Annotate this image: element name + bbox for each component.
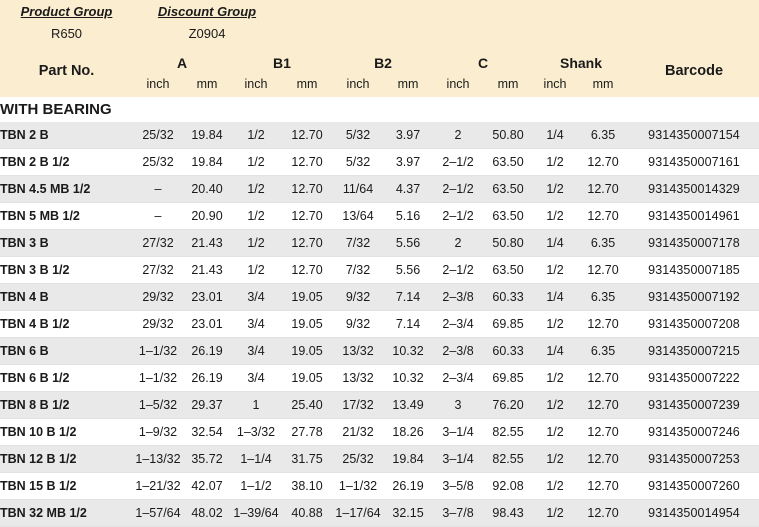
cell-part-no: TBN 2 B [0, 122, 133, 149]
cell-shank-mm: 12.70 [577, 176, 629, 203]
discount-group-value: Z0904 [133, 22, 281, 44]
cell-shank-inch: 1/2 [533, 446, 577, 473]
cell-b2-mm: 26.19 [383, 473, 433, 500]
cell-b2-inch: 1–17/64 [333, 500, 383, 527]
cell-b2-inch: 9/32 [333, 311, 383, 338]
discount-group-label: Discount Group [133, 0, 281, 22]
cell-c-mm: 76.20 [483, 392, 533, 419]
cell-b1-inch: 1–39/64 [231, 500, 281, 527]
meta-blank-cell [281, 0, 759, 22]
header-unit-shank-inch: inch [533, 71, 577, 97]
table-row [0, 446, 759, 473]
header-unit-a-mm: mm [183, 71, 231, 97]
cell-a-inch: – [133, 176, 183, 203]
header-group-shank: Shank [533, 44, 629, 71]
cell-b1-mm: 25.40 [281, 392, 333, 419]
cell-b1-inch: 3/4 [231, 311, 281, 338]
cell-shank-inch: 1/2 [533, 203, 577, 230]
cell-b2-mm: 10.32 [383, 365, 433, 392]
cell-b2-mm: 10.32 [383, 338, 433, 365]
table-row [0, 338, 759, 365]
cell-part-no: TBN 2 B 1/2 [0, 149, 133, 176]
cell-a-inch: 29/32 [133, 311, 183, 338]
cell-b1-inch: 3/4 [231, 284, 281, 311]
cell-b1-inch: 1/2 [231, 149, 281, 176]
cell-shank-inch: 1/4 [533, 230, 577, 257]
cell-b2-inch: 25/32 [333, 446, 383, 473]
cell-b2-mm: 7.14 [383, 311, 433, 338]
cell-a-mm: 19.84 [183, 149, 231, 176]
cell-b1-mm: 38.10 [281, 473, 333, 500]
cell-b1-inch: 3/4 [231, 338, 281, 365]
cell-b1-inch: 3/4 [231, 365, 281, 392]
cell-b2-inch: 5/32 [333, 122, 383, 149]
product-group-value: R650 [0, 22, 133, 44]
cell-shank-mm: 6.35 [577, 338, 629, 365]
header-part-no: Part No. [0, 44, 133, 97]
cell-shank-mm: 12.70 [577, 365, 629, 392]
cell-a-mm: 26.19 [183, 338, 231, 365]
header-unit-c-inch: inch [433, 71, 483, 97]
cell-b1-mm: 12.70 [281, 149, 333, 176]
cell-c-inch: 2–3/8 [433, 338, 483, 365]
cell-a-inch: 29/32 [133, 284, 183, 311]
cell-barcode: 9314350007161 [629, 149, 759, 176]
cell-a-inch: 27/32 [133, 257, 183, 284]
cell-b2-mm: 4.37 [383, 176, 433, 203]
cell-barcode: 9314350007185 [629, 257, 759, 284]
table-row [0, 392, 759, 419]
cell-c-inch: 3–7/8 [433, 500, 483, 527]
cell-shank-inch: 1/2 [533, 149, 577, 176]
cell-a-mm: 48.02 [183, 500, 231, 527]
cell-part-no: TBN 32 MB 1/2 [0, 500, 133, 527]
cell-b2-inch: 11/64 [333, 176, 383, 203]
cell-b2-inch: 5/32 [333, 149, 383, 176]
cell-b2-mm: 3.97 [383, 149, 433, 176]
table-row [0, 311, 759, 338]
cell-c-inch: 2–1/2 [433, 203, 483, 230]
header-group-b1: B1 [231, 44, 333, 71]
cell-c-inch: 3–5/8 [433, 473, 483, 500]
cell-b2-inch: 7/32 [333, 257, 383, 284]
cell-shank-mm: 12.70 [577, 473, 629, 500]
cell-part-no: TBN 4 B [0, 284, 133, 311]
table-row [0, 365, 759, 392]
table-row [0, 149, 759, 176]
cell-b2-mm: 13.49 [383, 392, 433, 419]
header-group-row [0, 44, 759, 71]
cell-c-inch: 2–3/8 [433, 284, 483, 311]
cell-shank-inch: 1/2 [533, 392, 577, 419]
cell-b2-inch: 21/32 [333, 419, 383, 446]
cell-c-mm: 82.55 [483, 419, 533, 446]
section-title-row [0, 97, 759, 122]
cell-b2-mm: 32.15 [383, 500, 433, 527]
header-group-a: A [133, 44, 231, 71]
cell-b1-mm: 12.70 [281, 203, 333, 230]
cell-barcode: 9314350007260 [629, 473, 759, 500]
cell-part-no: TBN 3 B 1/2 [0, 257, 133, 284]
cell-a-mm: 23.01 [183, 311, 231, 338]
cell-shank-mm: 6.35 [577, 284, 629, 311]
cell-b1-mm: 19.05 [281, 311, 333, 338]
cell-a-mm: 32.54 [183, 419, 231, 446]
cell-barcode: 9314350007192 [629, 284, 759, 311]
cell-shank-mm: 12.70 [577, 446, 629, 473]
header-unit-a-inch: inch [133, 71, 183, 97]
cell-c-mm: 60.33 [483, 284, 533, 311]
table-row [0, 284, 759, 311]
cell-b1-inch: 1–1/4 [231, 446, 281, 473]
cell-b2-mm: 3.97 [383, 122, 433, 149]
cell-barcode: 9314350007222 [629, 365, 759, 392]
cell-shank-mm: 12.70 [577, 419, 629, 446]
cell-c-mm: 63.50 [483, 203, 533, 230]
cell-shank-inch: 1/4 [533, 122, 577, 149]
table-row [0, 257, 759, 284]
cell-c-inch: 2 [433, 230, 483, 257]
cell-a-inch: 1–9/32 [133, 419, 183, 446]
cell-a-inch: 27/32 [133, 230, 183, 257]
cell-part-no: TBN 12 B 1/2 [0, 446, 133, 473]
cell-b1-mm: 19.05 [281, 338, 333, 365]
cell-b1-mm: 27.78 [281, 419, 333, 446]
meta-label-row [0, 0, 759, 22]
cell-barcode: 9314350014329 [629, 176, 759, 203]
cell-a-inch: 1–57/64 [133, 500, 183, 527]
cell-c-mm: 63.50 [483, 176, 533, 203]
cell-b1-inch: 1/2 [231, 203, 281, 230]
cell-part-no: TBN 6 B [0, 338, 133, 365]
cell-barcode: 9314350014954 [629, 500, 759, 527]
cell-a-inch: 25/32 [133, 149, 183, 176]
cell-a-mm: 20.90 [183, 203, 231, 230]
cell-b2-mm: 18.26 [383, 419, 433, 446]
table-row [0, 500, 759, 527]
meta-blank-cell-2 [281, 22, 759, 44]
cell-b1-mm: 12.70 [281, 176, 333, 203]
cell-b1-mm: 12.70 [281, 122, 333, 149]
cell-b2-inch: 17/32 [333, 392, 383, 419]
cell-c-mm: 82.55 [483, 446, 533, 473]
cell-c-mm: 98.43 [483, 500, 533, 527]
header-unit-shank-mm: mm [577, 71, 629, 97]
cell-shank-mm: 12.70 [577, 257, 629, 284]
cell-part-no: TBN 4.5 MB 1/2 [0, 176, 133, 203]
cell-c-mm: 69.85 [483, 365, 533, 392]
cell-shank-inch: 1/4 [533, 338, 577, 365]
cell-b1-inch: 1/2 [231, 122, 281, 149]
cell-shank-mm: 12.70 [577, 500, 629, 527]
cell-c-inch: 3–1/4 [433, 446, 483, 473]
cell-part-no: TBN 10 B 1/2 [0, 419, 133, 446]
cell-shank-mm: 12.70 [577, 311, 629, 338]
header-unit-b1-inch: inch [231, 71, 281, 97]
header-group-c: C [433, 44, 533, 71]
cell-shank-inch: 1/2 [533, 257, 577, 284]
cell-barcode: 9314350007215 [629, 338, 759, 365]
header-unit-b2-mm: mm [383, 71, 433, 97]
cell-c-inch: 2–1/2 [433, 257, 483, 284]
cell-shank-mm: 12.70 [577, 149, 629, 176]
header-barcode: Barcode [629, 44, 759, 97]
cell-c-inch: 2–3/4 [433, 311, 483, 338]
cell-a-inch: 1–21/32 [133, 473, 183, 500]
table-row [0, 230, 759, 257]
cell-b2-mm: 7.14 [383, 284, 433, 311]
cell-part-no: TBN 4 B 1/2 [0, 311, 133, 338]
header-unit-c-mm: mm [483, 71, 533, 97]
cell-c-mm: 50.80 [483, 230, 533, 257]
header-unit-b2-inch: inch [333, 71, 383, 97]
cell-shank-inch: 1/2 [533, 311, 577, 338]
cell-a-mm: 42.07 [183, 473, 231, 500]
cell-c-inch: 3 [433, 392, 483, 419]
cell-a-inch: 1–13/32 [133, 446, 183, 473]
cell-barcode: 9314350007239 [629, 392, 759, 419]
cell-barcode: 9314350007178 [629, 230, 759, 257]
cell-b1-inch: 1–3/32 [231, 419, 281, 446]
cell-shank-inch: 1/2 [533, 473, 577, 500]
cell-barcode: 9314350007154 [629, 122, 759, 149]
table-row [0, 473, 759, 500]
meta-value-row [0, 22, 759, 44]
cell-shank-mm: 6.35 [577, 230, 629, 257]
cell-b1-inch: 1/2 [231, 230, 281, 257]
cell-a-inch: 25/32 [133, 122, 183, 149]
cell-c-inch: 2–1/2 [433, 149, 483, 176]
cell-barcode: 9314350007246 [629, 419, 759, 446]
cell-b1-mm: 12.70 [281, 257, 333, 284]
cell-b2-mm: 5.56 [383, 230, 433, 257]
cell-c-mm: 60.33 [483, 338, 533, 365]
cell-c-inch: 2–1/2 [433, 176, 483, 203]
cell-a-mm: 21.43 [183, 230, 231, 257]
cell-b1-mm: 40.88 [281, 500, 333, 527]
table-row [0, 176, 759, 203]
header-group-b2: B2 [333, 44, 433, 71]
cell-shank-inch: 1/2 [533, 365, 577, 392]
cell-b1-inch: 1–1/2 [231, 473, 281, 500]
cell-a-mm: 19.84 [183, 122, 231, 149]
cell-a-mm: 29.37 [183, 392, 231, 419]
header-unit-b1-mm: mm [281, 71, 333, 97]
table-body [0, 122, 759, 527]
cell-b1-mm: 12.70 [281, 230, 333, 257]
cell-b2-mm: 19.84 [383, 446, 433, 473]
cell-a-mm: 21.43 [183, 257, 231, 284]
cell-b2-inch: 7/32 [333, 230, 383, 257]
table-row [0, 122, 759, 149]
cell-b2-inch: 13/32 [333, 365, 383, 392]
cell-part-no: TBN 15 B 1/2 [0, 473, 133, 500]
cell-shank-inch: 1/2 [533, 500, 577, 527]
cell-c-mm: 63.50 [483, 149, 533, 176]
cell-b1-mm: 31.75 [281, 446, 333, 473]
cell-b2-mm: 5.16 [383, 203, 433, 230]
cell-barcode: 9314350014961 [629, 203, 759, 230]
cell-c-inch: 2–3/4 [433, 365, 483, 392]
table-row [0, 419, 759, 446]
cell-c-mm: 92.08 [483, 473, 533, 500]
cell-c-inch: 2 [433, 122, 483, 149]
cell-b2-inch: 9/32 [333, 284, 383, 311]
cell-a-inch: – [133, 203, 183, 230]
cell-a-inch: 1–1/32 [133, 365, 183, 392]
cell-shank-mm: 12.70 [577, 203, 629, 230]
cell-a-inch: 1–1/32 [133, 338, 183, 365]
cell-part-no: TBN 3 B [0, 230, 133, 257]
cell-shank-mm: 6.35 [577, 122, 629, 149]
cell-part-no: TBN 8 B 1/2 [0, 392, 133, 419]
cell-shank-inch: 1/2 [533, 176, 577, 203]
cell-a-mm: 23.01 [183, 284, 231, 311]
cell-barcode: 9314350007208 [629, 311, 759, 338]
cell-b1-inch: 1/2 [231, 257, 281, 284]
cell-b1-inch: 1/2 [231, 176, 281, 203]
cell-b2-inch: 13/32 [333, 338, 383, 365]
section-title: WITH BEARING [0, 97, 759, 122]
cell-c-mm: 50.80 [483, 122, 533, 149]
cell-shank-inch: 1/4 [533, 284, 577, 311]
cell-c-mm: 69.85 [483, 311, 533, 338]
cell-b2-mm: 5.56 [383, 257, 433, 284]
cell-a-mm: 20.40 [183, 176, 231, 203]
cell-b1-mm: 19.05 [281, 365, 333, 392]
cell-shank-inch: 1/2 [533, 419, 577, 446]
cell-a-inch: 1–5/32 [133, 392, 183, 419]
table-row [0, 203, 759, 230]
cell-b1-mm: 19.05 [281, 284, 333, 311]
cell-b2-inch: 13/64 [333, 203, 383, 230]
cell-part-no: TBN 5 MB 1/2 [0, 203, 133, 230]
cell-a-mm: 26.19 [183, 365, 231, 392]
cell-b2-inch: 1–1/32 [333, 473, 383, 500]
cell-a-mm: 35.72 [183, 446, 231, 473]
product-group-label: Product Group [0, 0, 133, 22]
cell-c-inch: 3–1/4 [433, 419, 483, 446]
cell-c-mm: 63.50 [483, 257, 533, 284]
cell-barcode: 9314350007253 [629, 446, 759, 473]
cell-shank-mm: 12.70 [577, 392, 629, 419]
cell-part-no: TBN 6 B 1/2 [0, 365, 133, 392]
cell-b1-inch: 1 [231, 392, 281, 419]
